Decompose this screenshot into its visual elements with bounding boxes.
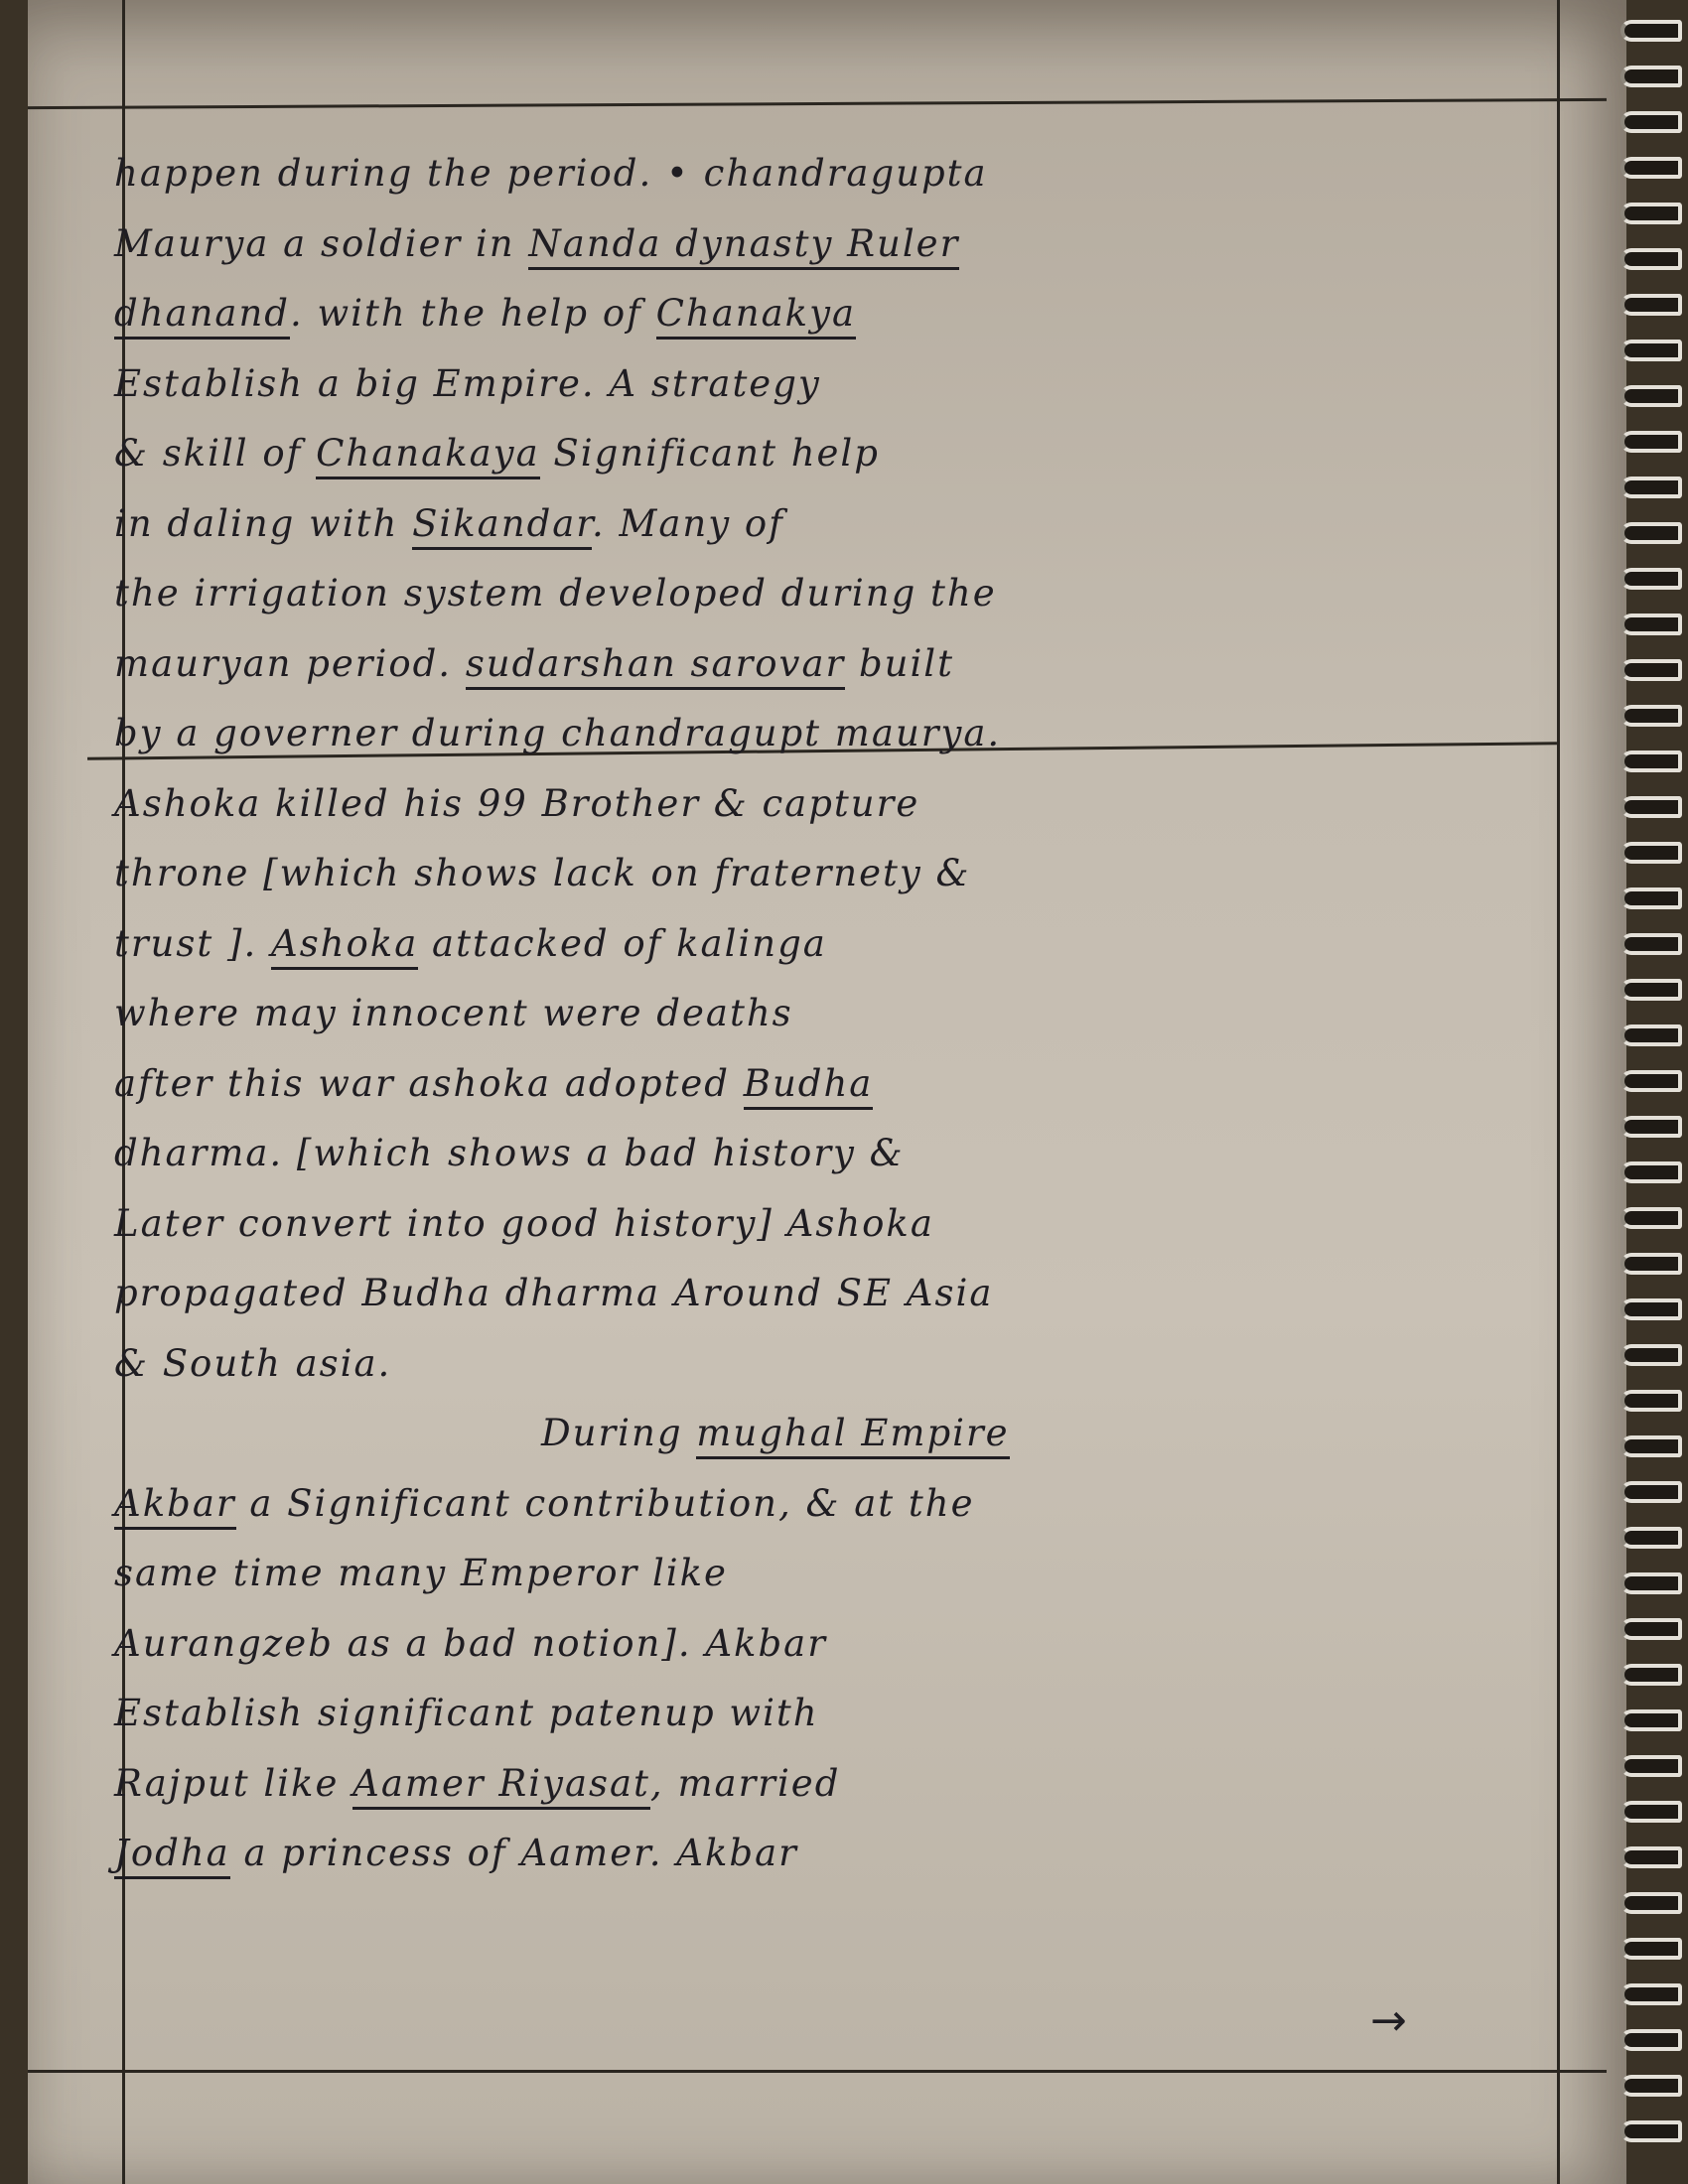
spiral-ring (1620, 1618, 1682, 1640)
spiral-ring (1620, 887, 1682, 909)
spiral-ring (1620, 1892, 1682, 1914)
spiral-ring (1620, 1435, 1682, 1457)
underlined-term: Ashoka (271, 922, 418, 970)
note-line (114, 909, 1504, 980)
note-text: & skill of (114, 432, 317, 475)
note-text: Establish significant patenup with (114, 1692, 819, 1734)
underlined-term: Jodha (114, 1832, 230, 1879)
spiral-ring (1620, 1938, 1682, 1960)
note-line (114, 1539, 1504, 1609)
note-line (114, 1119, 1504, 1189)
note-line (114, 419, 1504, 489)
spiral-ring (1620, 2075, 1682, 2097)
spiral-ring (1620, 1390, 1682, 1412)
spiral-ring (1620, 1983, 1682, 2005)
note-text: Ashoka killed his 99 Brother & capture (114, 781, 920, 825)
note-text: throne [which shows lack on fraternety & (114, 852, 971, 894)
spiral-ring (1620, 248, 1682, 270)
note-text: propagated Budha dharma Around SE Asia (114, 1272, 994, 1314)
note-line (114, 839, 1504, 909)
spiral-ring (1620, 1116, 1682, 1138)
spiral-ring (1620, 1846, 1682, 1868)
spiral-ring (1620, 157, 1682, 179)
handwritten-notes (114, 139, 1504, 1889)
note-line (114, 279, 1504, 349)
note-text: the irrigation system developed during the (114, 572, 997, 614)
note-line (114, 1259, 1504, 1329)
underlined-term: mughal Empire (696, 1412, 1009, 1459)
spiral-ring (1620, 1801, 1682, 1823)
note-line (114, 699, 1504, 769)
spiral-ring (1620, 614, 1682, 635)
spiral-ring (1620, 477, 1682, 498)
note-line (114, 1329, 1504, 1400)
note-text: same time many Emperor like (114, 1552, 728, 1594)
spiral-ring (1620, 20, 1682, 42)
note-line (114, 1399, 1504, 1469)
note-text: Aurangzeb as a bad notion]. Akbar (114, 1621, 827, 1665)
spiral-ring (1620, 522, 1682, 544)
spiral-ring (1620, 568, 1682, 590)
spiral-ring (1620, 1024, 1682, 1046)
spiral-ring (1620, 1253, 1682, 1275)
spiral-ring (1620, 1344, 1682, 1366)
note-line (114, 559, 1504, 629)
note-text: Significant help (539, 432, 880, 475)
spiral-ring (1620, 203, 1682, 224)
note-line (114, 1749, 1504, 1820)
spiral-ring (1620, 385, 1682, 407)
spiral-ring (1620, 933, 1682, 955)
spiral-ring (1620, 1755, 1682, 1777)
note-text: , married (649, 1761, 841, 1805)
underlined-term: Akbar (114, 1482, 236, 1530)
spiral-ring (1620, 2029, 1682, 2051)
note-text: after this war ashoka adopted (114, 1061, 744, 1105)
note-line (114, 1609, 1504, 1680)
underlined-term: Chanakaya (316, 432, 540, 479)
spiral-ring (1620, 1481, 1682, 1503)
note-text: & South asia. (114, 1341, 392, 1385)
note-line (114, 1049, 1504, 1120)
underlined-term: Aamer Riyasat (352, 1762, 650, 1810)
note-text: Later convert into good history] Ashoka (114, 1201, 934, 1245)
note-line (114, 209, 1504, 280)
spiral-ring (1620, 979, 1682, 1001)
spiral-ring (1620, 1527, 1682, 1549)
spiral-binding (1609, 0, 1688, 2184)
underlined-term: Budha (744, 1062, 874, 1110)
note-text: attacked of kalinga (418, 921, 827, 965)
note-line (114, 349, 1504, 420)
spiral-ring (1620, 1298, 1682, 1320)
spiral-ring (1620, 751, 1682, 772)
note-line (114, 629, 1504, 700)
note-line (114, 1469, 1504, 1540)
spiral-ring (1620, 431, 1682, 453)
underlined-term: sudarshan sarovar (466, 642, 845, 690)
spiral-ring (1620, 2120, 1682, 2142)
note-text: a Significant contribution, & at the (235, 1481, 975, 1525)
note-line (114, 979, 1504, 1049)
note-text: Maurya a soldier in (114, 221, 529, 265)
spiral-ring (1620, 1664, 1682, 1686)
spiral-ring (1620, 294, 1682, 316)
note-text: Establish a big Empire. A strategy (114, 361, 821, 405)
note-text: a princess of Aamer. Akbar (229, 1832, 798, 1874)
underlined-term: Sikandar (412, 502, 592, 550)
spiral-ring (1620, 1070, 1682, 1092)
spiral-ring (1620, 1572, 1682, 1594)
note-line (114, 1679, 1504, 1749)
note-line (114, 139, 1504, 209)
note-text: dharma. [which shows a bad history & (114, 1132, 905, 1174)
bottom-rule (28, 2070, 1607, 2073)
spiral-ring (1620, 842, 1682, 864)
note-line (114, 489, 1504, 560)
spiral-ring (1620, 111, 1682, 133)
spiral-ring (1620, 1161, 1682, 1183)
underlined-term: Nanda dynasty Ruler (528, 222, 959, 270)
spiral-ring (1620, 796, 1682, 818)
note-text: where may innocent were deaths (114, 992, 793, 1034)
note-line (114, 1819, 1504, 1889)
underlined-term: Chanakya (656, 292, 856, 340)
spiral-ring (1620, 1709, 1682, 1731)
note-text: . Many of (591, 501, 784, 545)
note-line (114, 1189, 1504, 1260)
underlined-term: dhanand (114, 292, 290, 340)
note-text: mauryan period. (114, 641, 466, 685)
note-text: chandragupta (703, 152, 988, 195)
note-text: . with the help of (289, 292, 656, 335)
note-line (114, 769, 1504, 840)
note-text: in daling with (114, 501, 413, 545)
spiral-ring (1620, 340, 1682, 361)
note-text: trust ]. (114, 921, 271, 965)
spiral-ring (1620, 66, 1682, 87)
note-text: happen during the period. • (114, 152, 704, 195)
spiral-ring (1620, 659, 1682, 681)
note-text: by a governer during chandragupt maurya. (114, 712, 1002, 754)
spiral-ring (1620, 1207, 1682, 1229)
note-text: During (541, 1412, 697, 1454)
top-rule (28, 98, 1607, 109)
right-margin-line (1557, 0, 1560, 2184)
spiral-ring (1620, 705, 1682, 727)
continue-arrow: → (1370, 1995, 1407, 2046)
note-text: Rajput like (114, 1761, 353, 1805)
note-text: built (845, 641, 954, 685)
